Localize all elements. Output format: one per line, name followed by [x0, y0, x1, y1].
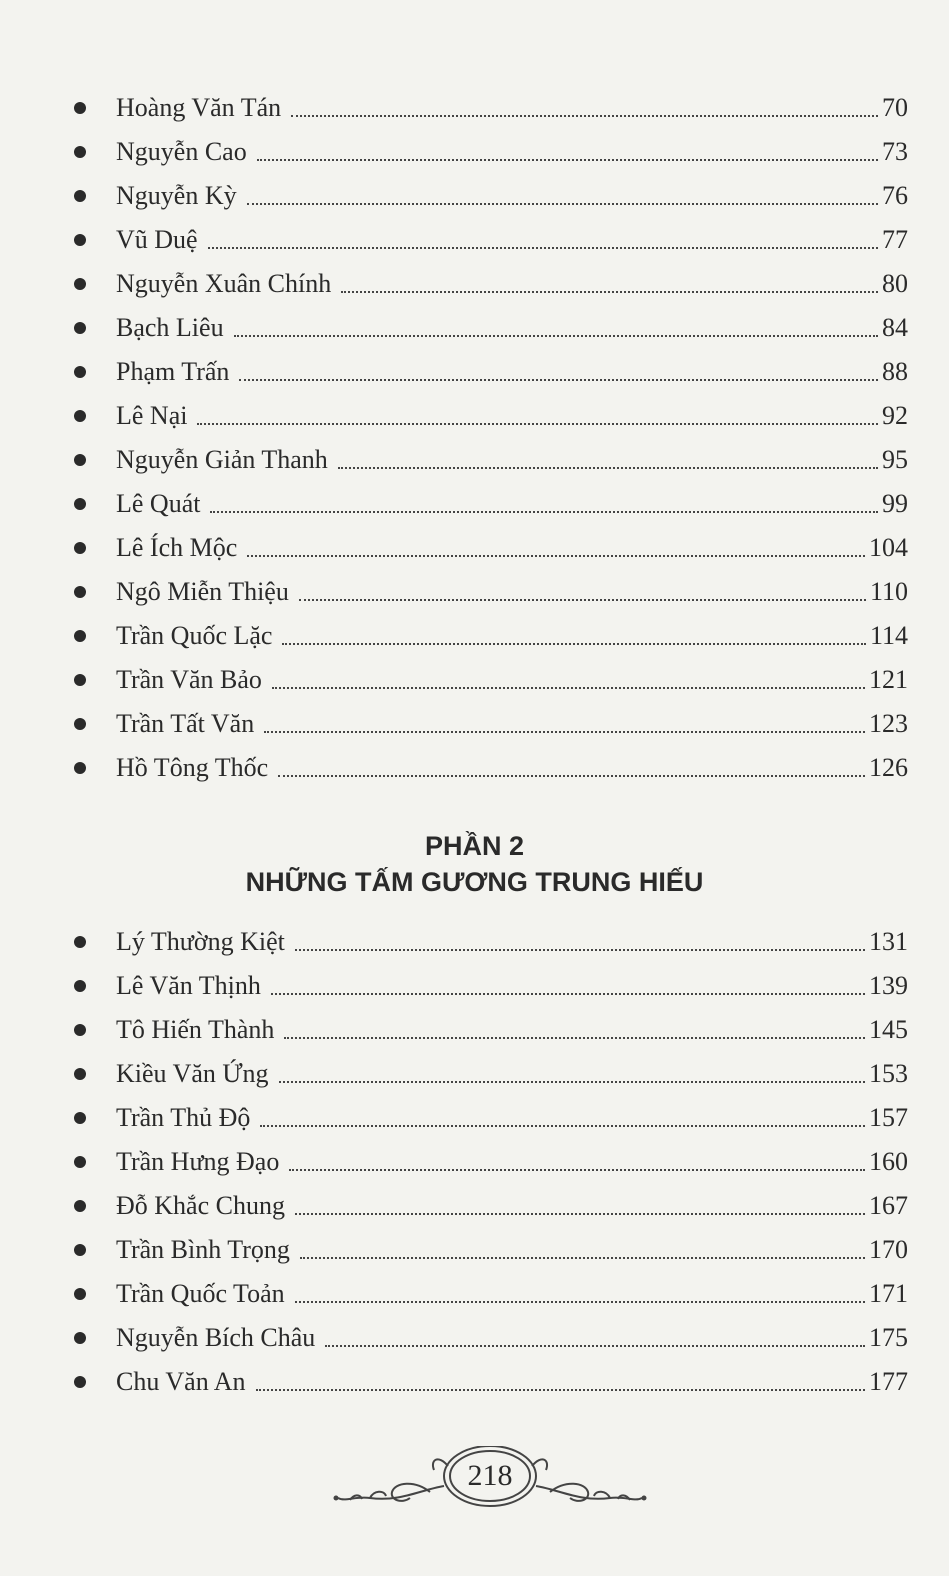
bullet-icon — [74, 498, 86, 510]
entry-name: Nguyễn Giản Thanh — [116, 445, 328, 474]
entry-page-number: 153 — [869, 1059, 908, 1088]
entry-page-number: 121 — [869, 665, 908, 694]
dot-leader — [282, 643, 866, 645]
part-2-heading — [0, 828, 949, 900]
dot-leader — [299, 599, 866, 601]
entry-page-number: 104 — [869, 533, 908, 562]
bullet-icon — [74, 454, 86, 466]
entry-page-number: 157 — [869, 1103, 908, 1132]
toc-entry — [72, 306, 908, 350]
bullet-icon — [74, 1244, 86, 1256]
entry-name: Trần Bình Trọng — [116, 1235, 290, 1264]
bullet-icon — [74, 980, 86, 992]
entry-name: Nguyễn Cao — [116, 137, 247, 166]
entry-name: Hoàng Văn Tán — [116, 93, 282, 122]
entry-page-number: 177 — [869, 1367, 908, 1396]
dot-leader — [295, 949, 865, 951]
bullet-icon — [74, 1288, 86, 1300]
entry-page-number: 84 — [882, 313, 908, 342]
bullet-icon — [74, 1156, 86, 1168]
entry-name: Trần Thủ Độ — [116, 1103, 251, 1132]
toc-entry — [72, 218, 908, 262]
entry-name: Vũ Duệ — [116, 225, 198, 254]
toc-entry — [72, 482, 908, 526]
entry-page-number: 73 — [882, 137, 908, 166]
dot-leader — [271, 993, 865, 995]
entry-page-number: 171 — [869, 1279, 908, 1308]
bullet-icon — [74, 1376, 86, 1388]
entry-page-number: 114 — [869, 621, 908, 650]
dot-leader — [208, 247, 878, 249]
toc-entry — [72, 174, 908, 218]
entry-name: Kiều Văn Ứng — [116, 1059, 269, 1088]
dot-leader — [295, 1213, 865, 1215]
entry-page-number: 160 — [869, 1147, 908, 1176]
bullet-icon — [74, 1332, 86, 1344]
bullet-icon — [74, 936, 86, 948]
bullet-icon — [74, 190, 86, 202]
entry-name: Trần Văn Bảo — [116, 665, 262, 694]
toc-entry — [72, 262, 908, 306]
entry-page-number: 170 — [869, 1235, 908, 1264]
toc-entry — [72, 1228, 908, 1272]
entry-name: Hồ Tông Thốc — [116, 753, 269, 782]
toc-entry — [72, 570, 908, 614]
toc-entry — [72, 526, 908, 570]
bullet-icon — [74, 102, 86, 114]
entry-page-number: 70 — [882, 93, 908, 122]
toc-entry — [72, 1316, 908, 1360]
dot-leader — [284, 1037, 865, 1039]
entry-name: Nguyễn Bích Châu — [116, 1323, 316, 1352]
toc-entry — [72, 86, 908, 130]
entry-page-number: 80 — [882, 269, 908, 298]
entry-page-number: 139 — [869, 971, 908, 1000]
dot-leader — [291, 115, 878, 117]
dot-leader — [260, 1125, 865, 1127]
bullet-icon — [74, 630, 86, 642]
entry-page-number: 95 — [882, 445, 908, 474]
toc-entry — [72, 658, 908, 702]
dot-leader — [295, 1301, 865, 1303]
bullet-icon — [74, 718, 86, 730]
toc-entry — [72, 1360, 908, 1404]
entry-page-number: 131 — [869, 927, 908, 956]
dot-leader — [341, 291, 878, 293]
dot-leader — [197, 423, 878, 425]
part-title: NHỮNG TẤM GƯƠNG TRUNG HIẾU — [245, 867, 704, 897]
entry-name: Trần Tất Văn — [116, 709, 255, 738]
dot-leader — [256, 1389, 865, 1391]
entry-name: Ngô Miễn Thiệu — [116, 577, 289, 606]
bullet-icon — [74, 586, 86, 598]
entry-name: Đỗ Khắc Chung — [116, 1191, 285, 1220]
bullet-icon — [74, 146, 86, 158]
entry-page-number: 88 — [882, 357, 908, 386]
entry-page-number: 175 — [869, 1323, 908, 1352]
toc-entry — [72, 130, 908, 174]
entry-name: Nguyễn Kỳ — [116, 181, 237, 210]
entry-page-number: 76 — [882, 181, 908, 210]
entry-name: Phạm Trấn — [116, 357, 230, 386]
entry-name: Lý Thường Kiệt — [116, 927, 285, 956]
bullet-icon — [74, 542, 86, 554]
dot-leader — [300, 1257, 865, 1259]
toc-entry — [72, 964, 908, 1008]
entry-name: Nguyễn Xuân Chính — [116, 269, 332, 298]
dot-leader — [247, 203, 878, 205]
page-number: 218 — [467, 1459, 513, 1492]
dot-leader — [239, 379, 878, 381]
entry-page-number: 92 — [882, 401, 908, 430]
bullet-icon — [74, 1068, 86, 1080]
bullet-icon — [74, 1112, 86, 1124]
bullet-icon — [74, 674, 86, 686]
entry-name: Tô Hiến Thành — [116, 1015, 275, 1044]
entry-page-number: 126 — [869, 753, 908, 782]
toc-entry — [72, 1184, 908, 1228]
toc-entry — [72, 1272, 908, 1316]
entry-name: Chu Văn An — [116, 1367, 246, 1396]
toc-list-part-2 — [72, 920, 908, 1404]
toc-entry — [72, 920, 908, 964]
entry-name: Trần Quốc Toản — [116, 1279, 285, 1308]
entry-name: Bạch Liêu — [116, 313, 224, 342]
dot-leader — [279, 1081, 865, 1083]
toc-entry — [72, 350, 908, 394]
entry-name: Trần Hưng Đạo — [116, 1147, 280, 1176]
dot-leader — [325, 1345, 865, 1347]
dot-leader — [264, 731, 865, 733]
bullet-icon — [74, 234, 86, 246]
entry-page-number: 167 — [869, 1191, 908, 1220]
toc-entry — [72, 746, 908, 790]
dot-leader — [247, 555, 865, 557]
dot-leader — [234, 335, 878, 337]
part-label: PHẦN 2 — [424, 831, 525, 861]
dot-leader — [272, 687, 865, 689]
toc-entry — [72, 1008, 908, 1052]
entry-name: Lê Nại — [116, 401, 188, 430]
bullet-icon — [74, 322, 86, 334]
entry-name: Lê Văn Thịnh — [116, 971, 261, 1000]
toc-entry — [72, 702, 908, 746]
entry-page-number: 99 — [882, 489, 908, 518]
entry-page-number: 145 — [869, 1015, 908, 1044]
bullet-icon — [74, 410, 86, 422]
toc-entry — [72, 614, 908, 658]
dot-leader — [278, 775, 865, 777]
toc-entry — [72, 438, 908, 482]
bullet-icon — [74, 366, 86, 378]
entry-name: Trần Quốc Lặc — [116, 621, 273, 650]
toc-entry — [72, 1140, 908, 1184]
bullet-icon — [74, 1200, 86, 1212]
dot-leader — [257, 159, 878, 161]
bullet-icon — [74, 762, 86, 774]
entry-name: Lê Quát — [116, 489, 201, 518]
dot-leader — [289, 1169, 865, 1171]
toc-entry — [72, 1052, 908, 1096]
entry-page-number: 110 — [869, 577, 908, 606]
entry-name: Lê Ích Mộc — [116, 533, 238, 562]
toc-entry — [72, 394, 908, 438]
dot-leader — [210, 511, 878, 513]
toc-entry — [72, 1096, 908, 1140]
bullet-icon — [74, 278, 86, 290]
dot-leader — [338, 467, 878, 469]
entry-page-number: 123 — [869, 709, 908, 738]
toc-list-part-1 — [72, 86, 908, 790]
entry-page-number: 77 — [882, 225, 908, 254]
bullet-icon — [74, 1024, 86, 1036]
